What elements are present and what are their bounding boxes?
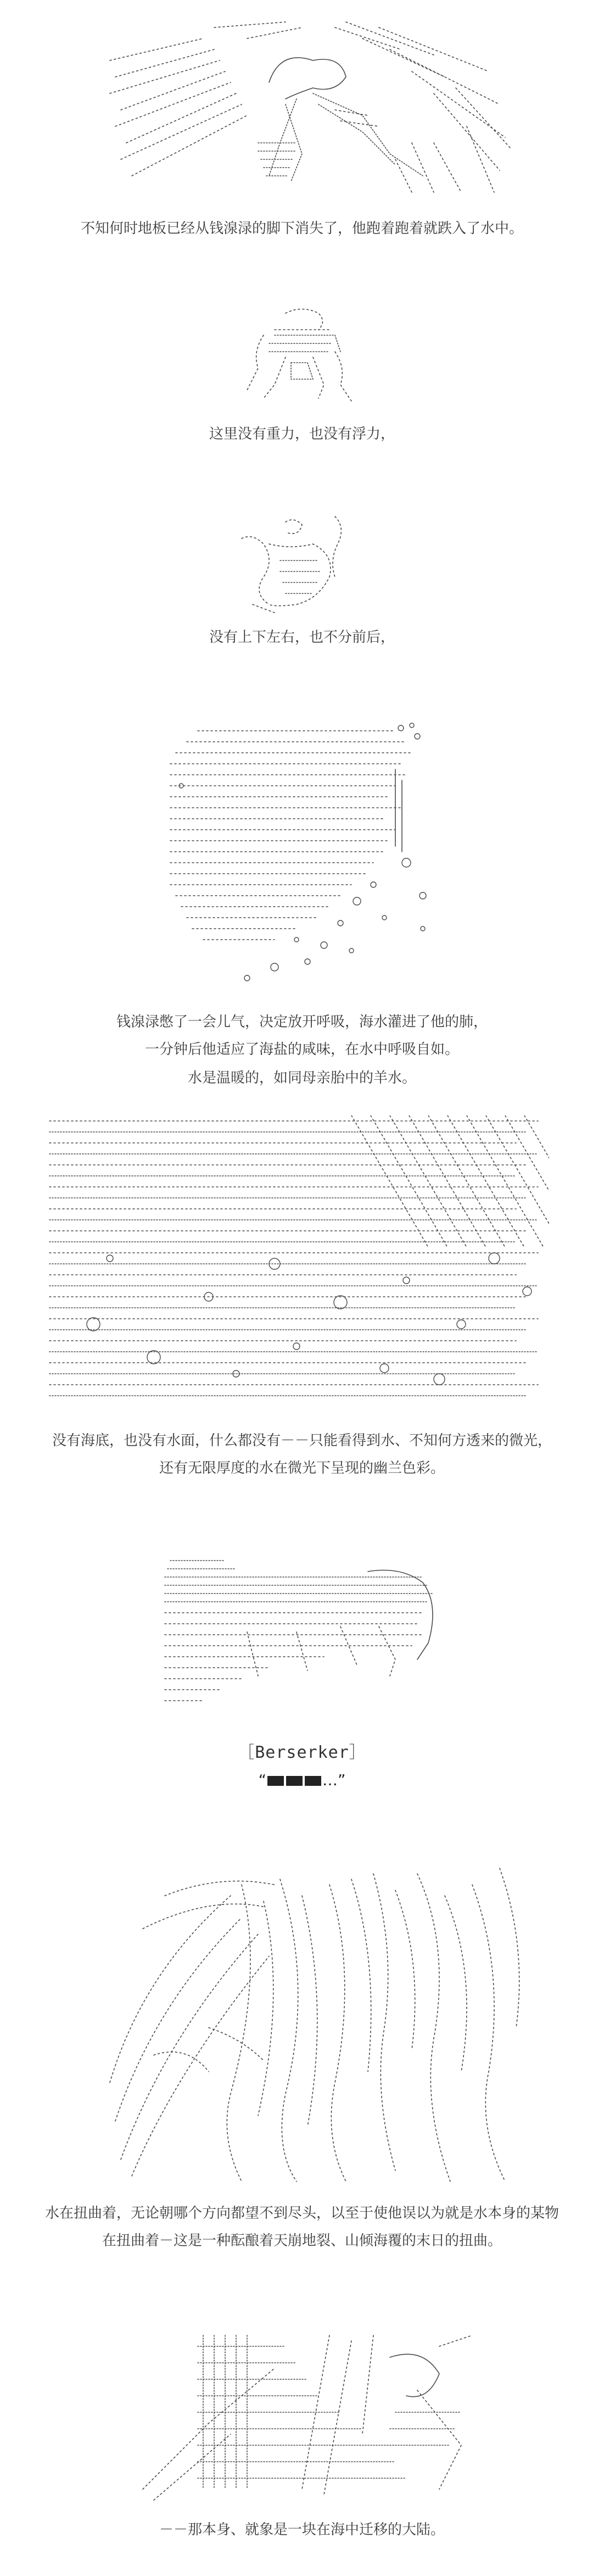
- bubble: [403, 1277, 410, 1284]
- redaction-block: [267, 1776, 284, 1786]
- section-title: ［Berserker］: [238, 1743, 366, 1762]
- caption-line: 还有无限厚度的水在微光下呈现的幽兰色彩。: [159, 1460, 445, 1476]
- floating-figure-drawing: [231, 511, 357, 621]
- bubble: [334, 1296, 347, 1309]
- ascii-art-floating-figure: [231, 511, 357, 621]
- light-ray: [371, 1115, 448, 1247]
- light-ray: [390, 1115, 467, 1247]
- light-ray: [428, 1115, 505, 1247]
- light-ray: [524, 1115, 549, 1247]
- close-quote: …”: [322, 1771, 346, 1789]
- light-ray: [409, 1115, 486, 1247]
- redaction-block: [305, 1776, 321, 1786]
- ascii-art-distortion-waves: [99, 1863, 533, 2187]
- caption-line: －－那本身、就象是一块在海中迁移的大陆。: [159, 2522, 445, 2538]
- ascii-art-running-figure: [104, 16, 511, 198]
- caption-line: 不知何时地板已经从钱湶渌的脚下消失了，他跑着跑着就跌入了水中。: [80, 220, 523, 237]
- light-ray: [505, 1115, 549, 1247]
- bubble: [147, 1351, 160, 1364]
- bubble: [457, 1320, 466, 1329]
- ascii-art-deep-water: [44, 1115, 549, 1412]
- underwater-bubbles-drawing: [165, 720, 439, 995]
- curled-figure-drawing: [236, 302, 368, 407]
- bubble: [87, 1318, 100, 1331]
- redaction-block: [286, 1776, 303, 1786]
- bubble: [293, 1343, 300, 1350]
- censored-dialogue: [0, 1770, 604, 1790]
- caption-line: 钱湶渌憋了一会儿气，决定放开呼吸，海水灌进了他的肺，: [116, 1014, 488, 1030]
- caption-line: 水是温暖的，如同母亲胎中的羊水。: [187, 1070, 416, 1086]
- light-ray: [351, 1115, 428, 1247]
- caption-line: 在扭曲着－这是一种酝酿着天崩地裂、山倾海覆的末日的扭曲。: [102, 2233, 502, 2249]
- bubble: [434, 1374, 445, 1385]
- bubble: [107, 1255, 113, 1262]
- caption-line: 这里没有重力，也没有浮力，: [209, 426, 395, 442]
- light-ray: [448, 1115, 524, 1247]
- light-ray: [467, 1115, 544, 1247]
- caption-line: 水在扭曲着，无论朝哪个方向都望不到尽头，以至于使他误以为就是水本身的某物: [44, 2205, 559, 2222]
- bubble: [523, 1287, 532, 1296]
- open-quote: “: [258, 1771, 266, 1789]
- caption-line: 一分钟后他适应了海盐的咸味，在水中呼吸自如。: [144, 1041, 459, 1058]
- moving-continent-drawing: [132, 2324, 478, 2506]
- ascii-art-moving-continent: [132, 2324, 478, 2506]
- bubble: [380, 1364, 389, 1373]
- deep-water-drawing: [44, 1115, 549, 1412]
- bubble: [489, 1253, 500, 1264]
- berserker-creature-drawing: [159, 1550, 445, 1720]
- ascii-art-berserker-creature: [159, 1550, 445, 1720]
- running-figure-drawing: [104, 16, 511, 198]
- light-ray: [486, 1115, 549, 1247]
- ascii-art-curled-figure: [236, 302, 368, 407]
- caption-line: 没有海底，也没有水面，什么都没有－－只能看得到水、不知何方透来的微光，: [52, 1433, 552, 1449]
- distortion-waves-drawing: [99, 1863, 533, 2187]
- caption-line: 没有上下左右，也不分前后，: [209, 629, 395, 646]
- ascii-art-underwater-bubbles: [165, 720, 439, 995]
